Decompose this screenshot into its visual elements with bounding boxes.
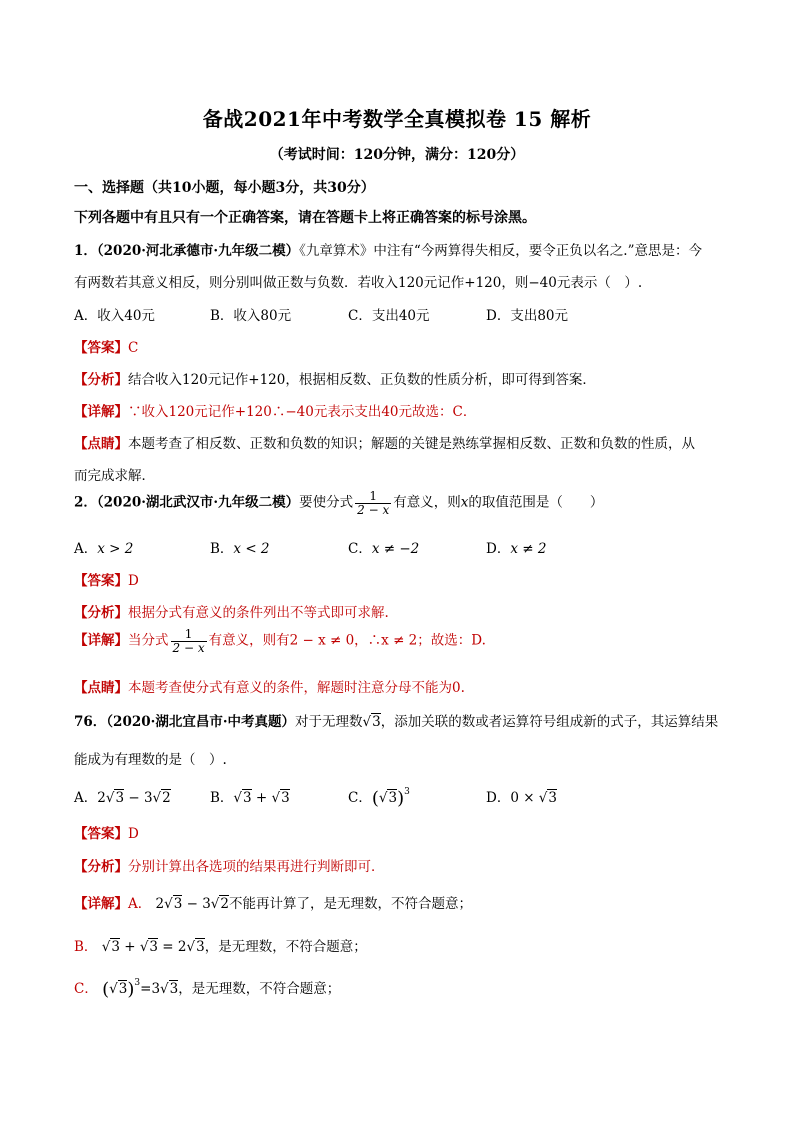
- q3-analysis: 分别计算出各选项的结果再进行判断即可．: [128, 859, 385, 875]
- q2-option-a: A．x > 2: [74, 541, 134, 557]
- q2-stem-after: 的取值范围是（ ）: [468, 494, 604, 511]
- q2-analysis: 根据分式有意义的条件列出不等式即可求解.: [128, 605, 389, 621]
- q1-comment-line1: 本题考查了相反数、正数和负数的知识；解题的关键是熟练掌握相反数、正数和负数的性质，从: [128, 436, 695, 452]
- q3-detail-a-row: 【详解】A． 2√3 − 3√2不能再计算了，是无理数，不符合题意；: [74, 896, 473, 912]
- q2-stem-mid: 有意义，则: [393, 494, 461, 511]
- answer-label: 【答案】: [74, 340, 128, 356]
- q3-source: （2020·湖北宜昌市·中考真题）: [106, 714, 296, 730]
- analysis-label: 【分析】: [74, 605, 128, 621]
- q3-stem-line1: 76．（2020·湖北宜昌市·中考真题）对于无理数√3，添加关联的数或者运算符号组成新的式子，其运算结果: [74, 714, 719, 730]
- q1-answer: C: [128, 340, 139, 356]
- q2-stem-before: 要使分式: [299, 494, 354, 511]
- analysis-label: 【分析】: [74, 859, 128, 875]
- q1-option-a: A．收入40元: [74, 308, 155, 324]
- q3-option-b: B．√3 + √3: [210, 790, 290, 806]
- q2-answer-row: [74, 569, 139, 589]
- q3-detail-c: ，是无理数，不符合题意；: [178, 981, 341, 997]
- q3-detail-b: ，是无理数，不符合题意；: [204, 939, 367, 955]
- q2-detail-after: 有意义，则有2 − x ≠ 0，∴x ≠ 2；故选：D.: [208, 632, 486, 649]
- q1-stem-line2: 有两数若其意义相反，则分别叫做正数与负数．若收入120元记作+120，则−40元表示（ ）.: [74, 275, 643, 291]
- q2-comment: 本题考查使分式有意义的条件，解题时注意分母不能为0.: [128, 680, 465, 696]
- q2-detail-row: [74, 628, 486, 654]
- q2-analysis-row: [74, 601, 389, 621]
- q2-comment-row: [74, 676, 465, 696]
- q2-frac-den: 2 − x: [357, 502, 390, 517]
- q2-detail-before: 当分式: [128, 632, 169, 649]
- section-heading: 一、选择题（共10小题，每小题3分，共30分）: [74, 180, 375, 196]
- q2-number: 2．: [74, 494, 97, 511]
- q1-stem-line1: [74, 239, 702, 259]
- q1-analysis: 结合收入120元记作+120，根据相反数、正负数的性质分析，即可得到答案．: [128, 372, 596, 388]
- q2-stem-var: x: [460, 494, 469, 511]
- detail-label: 【详解】: [74, 404, 128, 420]
- q1-answer-row: [74, 336, 138, 356]
- q1-option-d: D．支出80元: [486, 308, 569, 324]
- q2-frac-num: 1: [355, 490, 391, 504]
- q2-detail-fraction: $\frac{1}{2 - x}$: [172, 627, 205, 655]
- q1-option-c: C．支出40元: [348, 308, 430, 324]
- q3-detail-c-row: C． $(√3)^3=3√3$，是无理数，不符合题意；: [74, 978, 341, 1000]
- q2-option-c: C．x ≠ −2: [348, 541, 420, 557]
- q2-stem: [74, 490, 603, 516]
- answer-label: 【答案】: [74, 573, 128, 589]
- detail-label: 【详解】: [74, 896, 128, 912]
- q3-detail-b-row: B． √3 + √3 = 2√3，是无理数，不符合题意；: [74, 939, 367, 955]
- analysis-label: 【分析】: [74, 372, 128, 388]
- page-title: 备战2021年中考数学全真模拟卷 15 解析: [202, 107, 592, 131]
- q3-stem-after: ，添加关联的数或者运算符号组成新的式子，其运算结果: [380, 714, 719, 730]
- q3-answer-row: [74, 822, 139, 842]
- exam-info: （考试时间：120分钟，满分：120分）: [269, 147, 525, 163]
- q3-stem-before: 对于无理数: [295, 714, 363, 730]
- q3-number: 76．: [74, 714, 107, 730]
- detail-label: 【详解】: [74, 632, 128, 649]
- q3-option-a: A．2√3 − 3√2: [74, 790, 171, 806]
- q2-source: （2020·湖北武汉市·九年级二模）: [96, 494, 300, 511]
- q1-detail: ∵收入120元记作+120∴−40元表示支出40元故选：C．: [128, 404, 477, 420]
- q3-detail-a: 不能再计算了，是无理数，不符合题意；: [229, 896, 473, 912]
- comment-label: 【点睛】: [74, 680, 128, 696]
- q2-fraction: [355, 490, 391, 516]
- q1-stem-text: 《九章算术》中注有“今两算得失相反，要令正负以名之.”意思是：今: [299, 243, 702, 259]
- q1-comment-row: [74, 432, 695, 452]
- q3-analysis-row: [74, 855, 385, 875]
- q3-option-d: D．0 × √3: [486, 790, 558, 806]
- q1-comment-line2: 而完成求解．: [74, 468, 155, 484]
- q1-source: （2020·河北承德市·九年级二模）: [96, 243, 300, 259]
- q3-answer: D: [128, 826, 139, 842]
- q2-option-b: B．x < 2: [210, 541, 270, 557]
- q3-option-c: C．$(√3)^3$: [348, 787, 410, 809]
- q1-option-b: B．收入80元: [210, 308, 292, 324]
- q1-detail-row: [74, 400, 476, 420]
- section-instruction: 下列各题中有且只有一个正确答案，请在答题卡上将正确答案的标号涂黑。: [74, 210, 536, 226]
- q3-stem-line2: 能成为有理数的是（ ）.: [74, 752, 227, 768]
- q2-answer: D: [128, 573, 139, 589]
- answer-label: 【答案】: [74, 826, 128, 842]
- q2-option-d: D．x ≠ 2: [486, 541, 547, 557]
- comment-label: 【点睛】: [74, 436, 128, 452]
- q1-analysis-row: [74, 368, 596, 388]
- q1-number: 1．: [74, 243, 97, 259]
